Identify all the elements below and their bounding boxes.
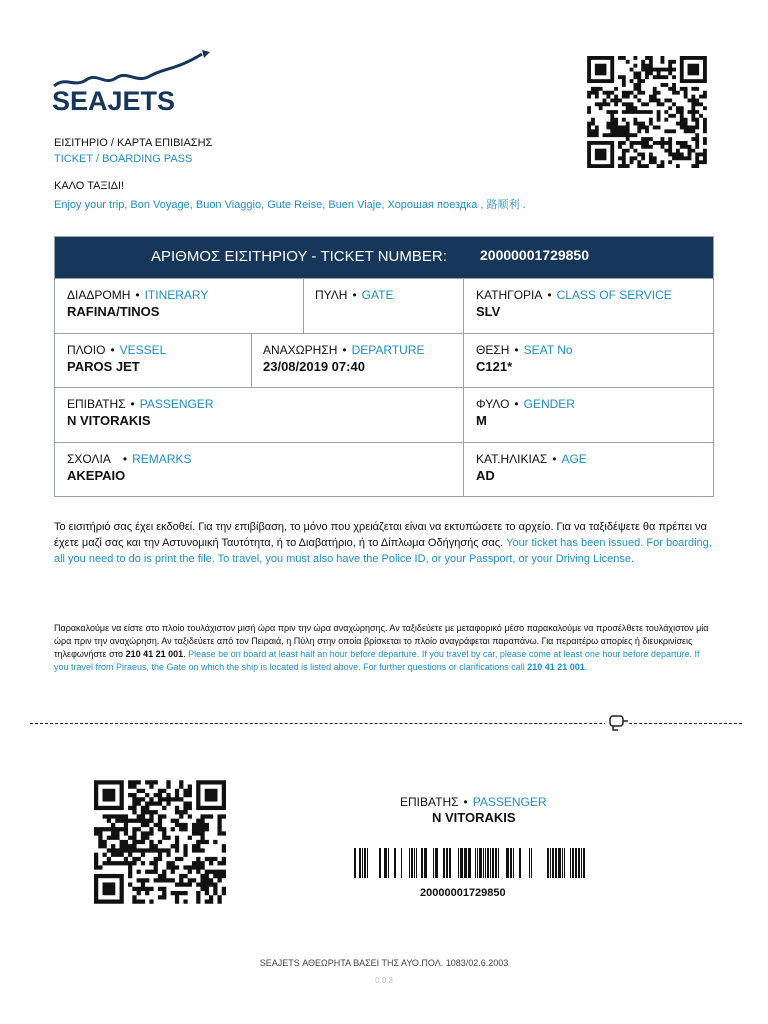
title-greek: ΕΙΣΙΤΗΡΙΟ / ΚΑΡΤΑ ΕΠΙΒΙΑΣΗΣ: [54, 137, 213, 149]
itinerary-label-en: ITINERARY: [144, 288, 209, 302]
ticket-number-label: ΑΡΙΘΜΟΣ ΕΙΣΙΤΗΡΙΟΥ - TICKET NUMBER:: [151, 248, 447, 265]
issued-notice: [54, 519, 716, 567]
issued-notice-en: Your ticket has been issued. For boarding, all you need to do is print the file. To travel, you must also have the Police ID, or your Passport, or your Driving License.: [54, 537, 712, 565]
field-class: ΚΑΤΗΓΟΡΙΑ • CLASS OF SERVICE SLV: [464, 278, 713, 332]
seat-value: C121*: [476, 359, 513, 374]
gate-label-gr: ΠΥΛΗ: [315, 288, 348, 302]
gender-value: M: [476, 413, 487, 428]
phone-en: 210 41 21 001: [527, 662, 585, 672]
qr-code-top: [586, 56, 708, 168]
qr-code-bottom: [94, 780, 226, 904]
vessel-label-en: VESSEL: [119, 343, 167, 357]
field-gate: ΠΥΛΗ • GATE: [303, 278, 463, 332]
gate-label-en: GATE: [361, 288, 394, 302]
gender-label-gr: ΦΥΛΟ: [476, 397, 510, 411]
divider: [463, 278, 464, 496]
itinerary-label-gr: ΔΙΑΔΡΟΜΗ: [67, 288, 131, 302]
age-label-gr: ΚΑΤ.ΗΛΙΚΙΑΣ: [476, 452, 548, 466]
class-value: SLV: [476, 304, 501, 319]
passenger-label-gr: ΕΠΙΒΑΤΗΣ: [67, 397, 126, 411]
ticket-number-value: 20000001729850: [480, 247, 590, 263]
field-itinerary: ΔΙΑΔΡΟΜΗ • ITINERARY RAFINA/TINOS: [55, 278, 303, 332]
barcode-number: 20000001729850: [420, 887, 506, 899]
scissors-icon: [605, 713, 629, 733]
field-vessel: ΠΛΟΙΟ • VESSEL PAROS JET: [55, 333, 251, 387]
field-remarks: ΣΧΟΛΙΑ • REMARKS ΑΚΕΡΑΙΟ: [55, 442, 463, 496]
legal-footer: SEAJETS ΑΘΕΩΡΗΤΑ ΒΑΣΕΙ ΤΗΣ ΑΥΟ.ΠΟΛ. 1083/02.6.2003: [259, 958, 509, 968]
seat-label-en: SEAT No: [523, 343, 573, 357]
divider: [251, 333, 252, 387]
cut-line: [30, 723, 742, 725]
class-label-gr: ΚΑΤΗΓΟΡΙΑ: [476, 288, 543, 302]
seat-label-gr: ΘΕΣΗ: [476, 343, 510, 357]
departure-label-gr: ΑΝΑΧΩΡΗΣΗ: [263, 343, 338, 357]
seajets-logo: [52, 48, 212, 114]
issued-notice-gr: Το εισιτήριό σας έχει εκδοθεί. Για την επιβίβαση, το μόνο που χρειάζεται είναι να εκτυπώσετε το αρχείο. Για να ταξιδέψετε θα πρέπει να έχετε μαζί σας και την Αστυνομική Ταυτότητα, ή το Διαβατήριο, ή το Δίπλωμα Οδήγησής σας.: [54, 521, 708, 549]
field-age: ΚΑΤ.ΗΛΙΚΙΑΣ • AGE AD: [464, 442, 713, 496]
ticket-number-header: [55, 237, 713, 278]
title-english: TICKET / BOARDING PASS: [54, 153, 193, 165]
remarks-label-en: REMARKS: [132, 452, 192, 466]
stub-passenger-value: N VITORAKIS: [432, 810, 516, 825]
divider: [303, 278, 304, 333]
stub-passenger-en: PASSENGER: [472, 795, 547, 809]
vessel-value: PAROS JET: [67, 359, 140, 374]
gender-label-en: GENDER: [523, 397, 575, 411]
itinerary-value: RAFINA/TINOS: [67, 304, 160, 319]
passenger-label-en: PASSENGER: [139, 397, 214, 411]
remarks-value: ΑΚΕΡΑΙΟ: [67, 468, 126, 483]
instructions-en: Please be on board at least half an hour before departure. If you travel by car, please come at least one hour before departure. If you travel from Piraeus, the Gate on which the ship is located is listed above. For further questions or clarifications call: [54, 649, 700, 672]
field-departure: ΑΝΑΧΩΡΗΣΗ • DEPARTURE 23/08/2019 07:40: [251, 333, 463, 387]
vessel-label-gr: ΠΛΟΙΟ: [67, 343, 106, 357]
stub-passenger-label: ΕΠΙΒΑΤΗΣ • PASSENGER: [400, 795, 547, 809]
barcode: [354, 848, 588, 878]
greeting-multilang: Enjoy your trip, Bon Voyage, Buon Viaggio, Gute Reise, Buen Viaje, Хорошая поездка , 路顺利 .: [54, 199, 526, 211]
departure-value: 23/08/2019 07:40: [263, 359, 365, 374]
age-value: AD: [476, 468, 495, 483]
logo-wordmark: SEAJETS: [52, 86, 176, 114]
phone-gr: 210 41 21 001: [125, 649, 184, 659]
stub-passenger-gr: ΕΠΙΒΑΤΗΣ: [400, 795, 459, 809]
boarding-instructions: Παρακαλούμε να είστε στο πλοίο τουλάχιστον μισή ώρα πριν την ώρα αναχώρησης. Αν ταξιδεύετε με μεταφορικό μέσο παρακαλούμε να προσέλθετε τουλάχιστον μία ώρα πριν την αναχώρηση. Αν ταξιδεύετε από τον Πειραιά, η Πύλη στην οποία βρίσκεται το πλοίο αναγράφεται παραπάνω. Για περαιτέρω απορίες ή διευκρινίσεις τηλεφωνήστε στο 210 41 21 001. Please be on board at least half an hour before departure. If you travel by car, please come at least one hour before departure. If you travel from Piraeus, the Gate on which the ship is located is listed above. For further questions or clarifications call 210 41 21 001.: [54, 623, 709, 672]
version-label: 0.0.3: [375, 976, 393, 985]
departure-label-en: DEPARTURE: [351, 343, 425, 357]
field-passenger: ΕΠΙΒΑΤΗΣ • PASSENGER N VITORAKIS: [55, 387, 463, 442]
age-label-en: AGE: [561, 452, 587, 466]
instructions-gr: Παρακαλούμε να είστε στο πλοίο τουλάχιστον μισή ώρα πριν την ώρα αναχώρησης. Αν ταξιδεύετε με μεταφορικό μέσο παρακαλούμε να προσέλθετε τουλάχιστον μία ώρα πριν την αναχώρηση. Αν ταξιδεύετε από τον Πειραιά, η Πύλη στην οποία βρίσκεται το πλοίο αναγράφεται παραπάνω. Για περαιτέρω απορίες ή διευκρινίσεις τηλεφωνήστε στο: [54, 623, 709, 659]
passenger-value: N VITORAKIS: [67, 413, 151, 428]
remarks-label-gr: ΣΧΟΛΙΑ: [67, 452, 111, 466]
class-label-en: CLASS OF SERVICE: [556, 288, 672, 302]
field-seat: ΘΕΣΗ • SEAT No C121*: [464, 333, 713, 387]
greeting-greek: ΚΑΛΟ ΤΑΞΙΔΙ!: [54, 180, 125, 192]
field-gender: ΦΥΛΟ • GENDER M: [464, 387, 713, 442]
